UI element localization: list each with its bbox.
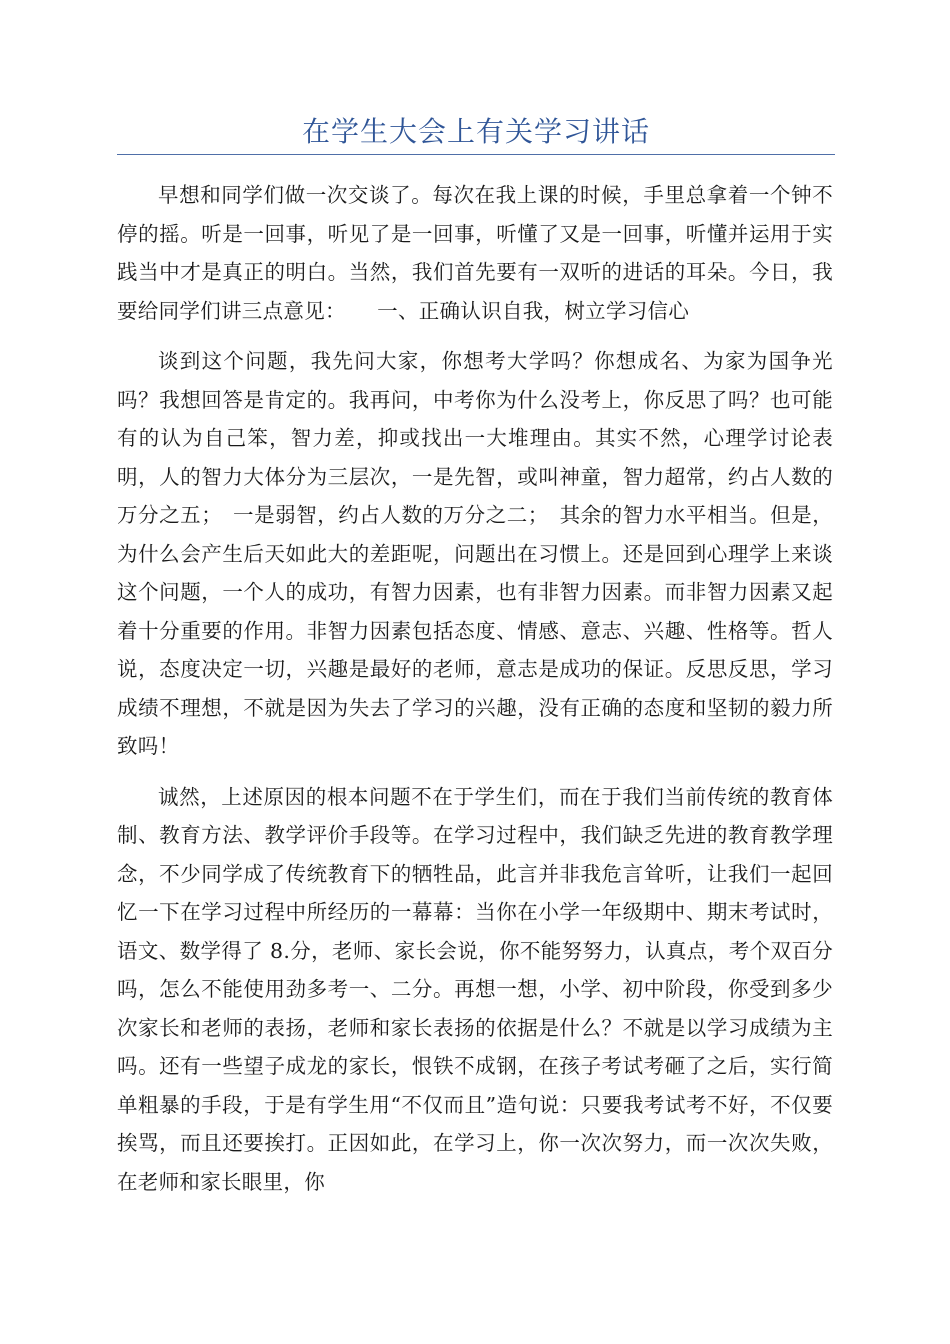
document-body [117, 176, 833, 1213]
paragraph-intelligence [117, 342, 833, 766]
document-title: 在学生大会上有关学习讲话 [301, 115, 650, 148]
paragraph-education-system [117, 778, 833, 1202]
paragraph-education-system-text: 诚然，上述原因的根本问题不在于学生们，而在于我们当前传统的教育体制、教育方法、教学评价手段等。在学习过程中，我们缺乏先进的教育教学理念，不少同学成了传统教育下的牺牲品，此言并非我危言耸听，让我们一起回忆一下在学习过程中所经历的一幕幕：当你在小学一年级期中、期末考试时，语文、数学得了 8.分，老师、家长会说，你不能努努力，认真点，考个双百分吗，怎么不能使用劲多考一、二分。再想一想，小学、初中阶段，你受到多少次家长和老师的表扬，老师和家长表扬的依据是什么？不就是以学习成绩为主吗。还有一些望子成龙的家长，恨铁不成钢，在孩子考试考砸了之后，实行简单粗暴的手段，于是有学生用“不仅而且”造句说：只要我考试考不好，不仅要挨骂，而且还要挨打。正因如此，在学习上，你一次次努力，而一次次失败，在老师和家长眼里，你 [117, 784, 833, 1194]
paragraph-intro [117, 176, 833, 330]
paragraph-intro-text: 早想和同学们做一次交谈了。每次在我上课的时候，手里总拿着一个钟不停的摇。听是一回事，听见了是一回事，听懂了又是一回事，听懂并运用于实践当中才是真正的明白。当然，我们首先要有一双听的进话的耳朵。今日，我要给同学们讲三点意见： 一、正确认识自我，树立学习信心 [117, 183, 833, 323]
paragraph-intelligence-text: 谈到这个问题，我先问大家，你想考大学吗？你想成名、为家为国争光吗？我想回答是肯定的。我再问，中考你为什么没考上，你反思了吗？也可能有的认为自己笨，智力差，抑或找出一大堆理由。其实不然，心理学讨论表明，人的智力大体分为三层次，一是先智，或叫神童，智力超常，约占人数的万分之五； 一是弱智，约占人数的万分之二； 其余的智力水平相当。但是，为什么会产生后天如此大的差距呢，问题出在习惯上。还是回到心理学上来谈这个问题，一个人的成功，有智力因素，也有非智力因素。而非智力因素又起着十分重要的作用。非智力因素包括态度、情感、意志、兴趣、性格等。哲人说，态度决定一切，兴趣是最好的老师，意志是成功的保证。反思反思，学习成绩不理想，不就是因为失去了学习的兴趣，没有正确的态度和坚韧的毅力所致吗！ [117, 349, 833, 758]
title-underline [117, 154, 835, 155]
